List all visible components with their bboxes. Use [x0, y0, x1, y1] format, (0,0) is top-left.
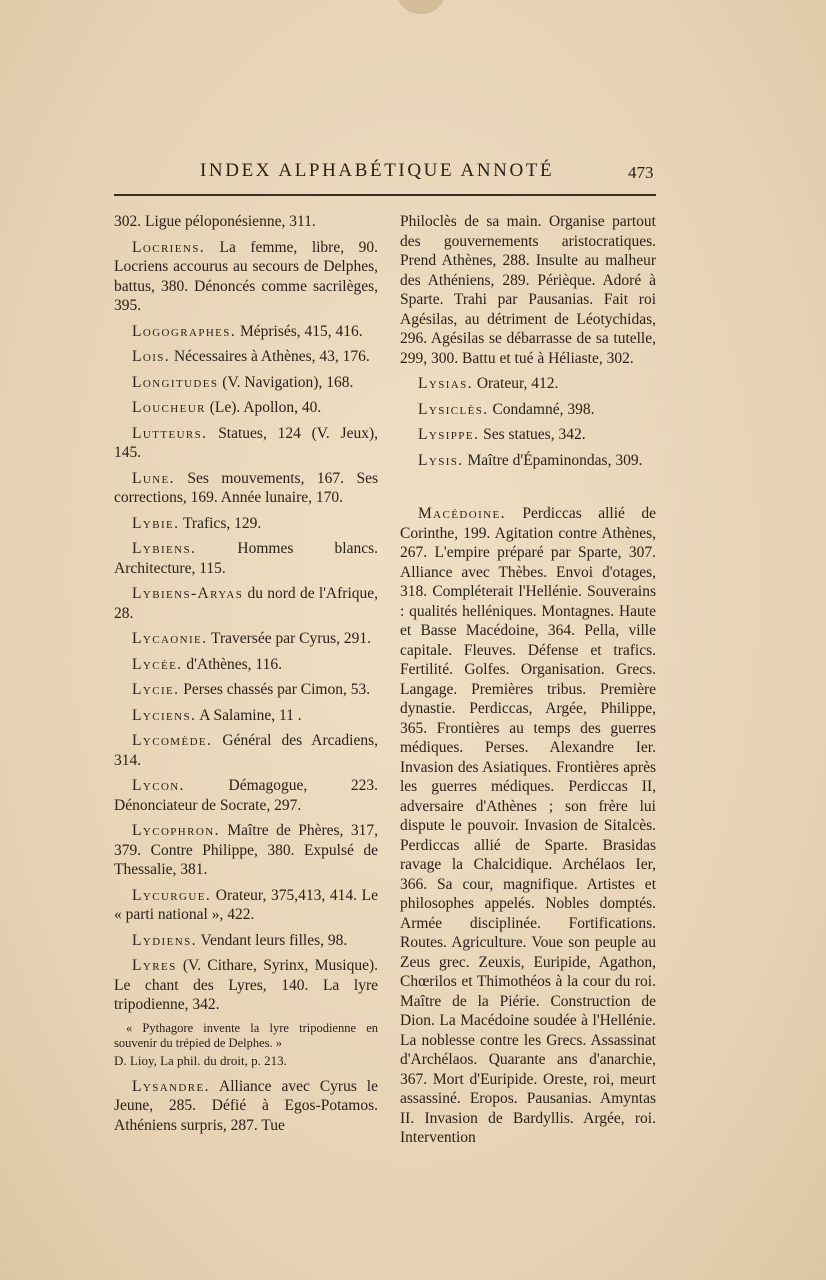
- entry-headword: Lycophron.: [132, 822, 220, 839]
- entry-text: Maître de Phères, 317, 379. Contre Philippe, 380. Expulsé de Thessalie, 381.: [114, 822, 378, 878]
- entry-headword: Loucheur: [132, 399, 206, 416]
- entry-text: Méprisés, 415, 416.: [236, 322, 363, 340]
- entry-headword: Longitudes: [132, 373, 219, 391]
- right-tail-entries: [400, 504, 656, 1148]
- entry-text: Condamné, 398.: [488, 400, 595, 418]
- index-entry: [114, 238, 378, 316]
- entry-headword: Locriens.: [132, 238, 206, 256]
- entry-text: d'Athènes, 116.: [182, 655, 282, 673]
- entry-text: Ses statues, 342.: [479, 426, 586, 443]
- index-entry: [400, 212, 656, 368]
- entry-text: Trafics, 129.: [179, 514, 262, 532]
- entry-headword: Lyciens.: [132, 706, 197, 724]
- entry-text: (Le). Apollon, 40.: [205, 399, 322, 416]
- entry-headword: Lycée.: [132, 655, 183, 673]
- entry-text: Maître d'Épaminondas, 309.: [463, 451, 643, 469]
- index-entry: [114, 731, 378, 770]
- entry-text: Perdiccas allié de Corinthe, 199. Agitation contre Athènes, 267. L'empire préparé par Sparte, 307. Alliance avec Thèbes. Envoi d'otages, 318. Compléterait l'Hellénie. Souverains : qualités helléniques. Montagnes. Haute et Basse Macédoine, 364. Pella, ville capitale. Fleuves. Défense et trafics. Fertilité. Golfes. Organisation. Grecs. Langage. Premières tribus. Première dynastie. Perdiccas, Argée, Philippe, 365. Frontières au temps des guerres médiques. Perses. Alexandre Ier. Invasion des Asiatiques. Frontières après les guerres médiques. Perdiccas II, adversaire d'Athènes ; son frère lui dispute le pouvoir. Invasion de Sitalcès. Perdiccas allié de Sparte. Brasidas ravage la Chalcidique. Archélaos Ier, 366. Sa cour, magnifique. Artistes et philosophes appelés. Nobles domptés. Armée disciplinée. Fortifications. Routes. Agriculture. Voue son peuple au Zeus grec. Zeuxis, Euripide, Agathon, Chœrilos et Thimothéos à la cour du roi. Maître de la Piérie. Construction de Dion. La Macédoine soudée à l'Hellénie. La noblesse contre les Grecs. Assassinat d'Archélaos. Quarante ans d'anarchie, 367. Mort d'Euripide. Oreste, roi, meurt assassiné. Eropos. Pausanias. Amyntas II. Invasion de Bardyllis. Argée, roi. Intervention: [400, 505, 656, 1146]
- entry-text: Ses mouvements, 167. Ses corrections, 169. Année lunaire, 170.: [114, 469, 378, 506]
- entry-text: Statues, 124 (V. Jeux), 145.: [114, 424, 378, 461]
- left-column: [114, 212, 378, 1141]
- index-entry: [114, 680, 378, 700]
- right-column: [400, 212, 656, 1154]
- entry-text: Orateur, 412.: [472, 375, 559, 392]
- entry-headword: Lydiens.: [132, 931, 197, 949]
- index-entry: [114, 584, 378, 623]
- entry-text: Orateur, 375,413, 414. Le « parti national », 422.: [114, 886, 378, 923]
- index-entry: [114, 539, 378, 578]
- index-entry: [114, 629, 378, 649]
- index-entry: [114, 514, 378, 534]
- section-gap: [400, 476, 656, 504]
- entry-text: Démagogue, 223. Dénonciateur de Socrate, 297.: [114, 777, 378, 814]
- entry-text: (V. Navigation), 168.: [218, 373, 354, 391]
- entry-headword: Lyres: [132, 957, 177, 974]
- index-entry: [400, 374, 656, 394]
- entry-headword: Lycomède.: [132, 732, 213, 749]
- entry-text: Nécessaires à Athènes, 43, 176.: [170, 348, 370, 365]
- entry-text: Hommes blancs. Architecture, 115.: [114, 540, 378, 577]
- header-rule: [114, 194, 656, 196]
- index-entry: [114, 398, 378, 418]
- entry-headword: Macédoine.: [418, 505, 506, 522]
- entry-headword: Lycaonie.: [132, 630, 208, 647]
- index-entry: [114, 706, 378, 726]
- entry-headword: Lysis.: [418, 451, 464, 469]
- entry-headword: Lysippe.: [418, 426, 480, 443]
- index-entry: [114, 655, 378, 675]
- left-entries: [114, 212, 378, 1015]
- entry-headword: Lybiens-Aryas: [132, 585, 244, 602]
- entry-headword: Lysiclès.: [418, 400, 489, 418]
- entry-headword: Logographes.: [132, 322, 237, 340]
- index-entry: [114, 1077, 378, 1136]
- entry-headword: Lycurgue.: [132, 886, 212, 904]
- entry-text: 302. Ligue péloponésienne, 311.: [114, 213, 316, 230]
- index-entry: [114, 347, 378, 367]
- index-entry: [400, 400, 656, 420]
- index-entry: [114, 821, 378, 880]
- index-entry: [114, 469, 378, 508]
- index-entry: [400, 425, 656, 445]
- index-entry: [114, 212, 378, 232]
- index-entry: [114, 322, 378, 342]
- index-entry: [114, 776, 378, 815]
- index-entry: [114, 931, 378, 951]
- entry-headword: Lybiens.: [132, 540, 197, 557]
- citation-quote: « Pythagore invente la lyre tripodienne en souvenir du trépied de Delphes. »: [114, 1020, 378, 1050]
- entry-text: A Salamine, 11 .: [196, 706, 302, 724]
- left-tail-entries: [114, 1077, 378, 1136]
- entry-headword: Lysandre.: [132, 1077, 210, 1095]
- entry-text: du nord de l'Afrique, 28.: [114, 585, 378, 622]
- index-entry: [400, 504, 656, 1148]
- entry-headword: Lune.: [132, 469, 175, 487]
- entry-text: Traversée par Cyrus, 291.: [207, 630, 372, 647]
- entry-headword: Lois.: [132, 348, 171, 365]
- index-entry: [114, 886, 378, 925]
- running-title: INDEX ALPHABÉTIQUE ANNOTÉ: [200, 160, 555, 181]
- entry-headword: Lycie.: [132, 681, 180, 698]
- entry-headword: Lysias.: [418, 375, 473, 392]
- entry-text: Alliance avec Cyrus le Jeune, 285. Défié à Egos-Potamos. Athéniens surpris, 287. Tue: [114, 1077, 378, 1134]
- index-entry: [114, 373, 378, 393]
- index-entry: [114, 956, 378, 1015]
- page-number: 473: [628, 163, 654, 182]
- entry-text: Vendant leurs filles, 98.: [196, 931, 348, 949]
- right-entries: [400, 212, 656, 470]
- entry-text: Général des Arcadiens, 314.: [114, 732, 378, 769]
- entry-text: (V. Cithare, Syrinx, Musique). Le chant des Lyres, 140. La lyre tripodienne, 342.: [114, 957, 378, 1013]
- entry-headword: Lycon.: [132, 777, 185, 794]
- citation-source: D. Lioy, La phil. du droit, p. 213.: [114, 1052, 287, 1068]
- entry-headword: Lutteurs.: [132, 424, 208, 442]
- entry-text: Philoclès de sa main. Organise partout des gouvernements aristocratiques. Prend Athènes, 288. Insulte au malheur des Athéniens, 289. Périèque. Adoré à Sparte. Trahi par Pausanias. Fait roi Agésilas, au détriment de Léotychidas, 296. Agésilas se débarrasse de sa tutelle, 299, 300. Battu et tué à Héliaste, 302.: [400, 213, 656, 367]
- index-entry: [114, 424, 378, 463]
- entry-text: La femme, libre, 90. Locriens accourus au secours de Delphes, battus, 380. Dénoncés comme sacrilèges, 395.: [114, 238, 378, 314]
- entry-headword: Lybie.: [132, 514, 180, 532]
- index-entry: [400, 451, 656, 471]
- entry-text: Perses chassés par Cimon, 53.: [179, 681, 371, 698]
